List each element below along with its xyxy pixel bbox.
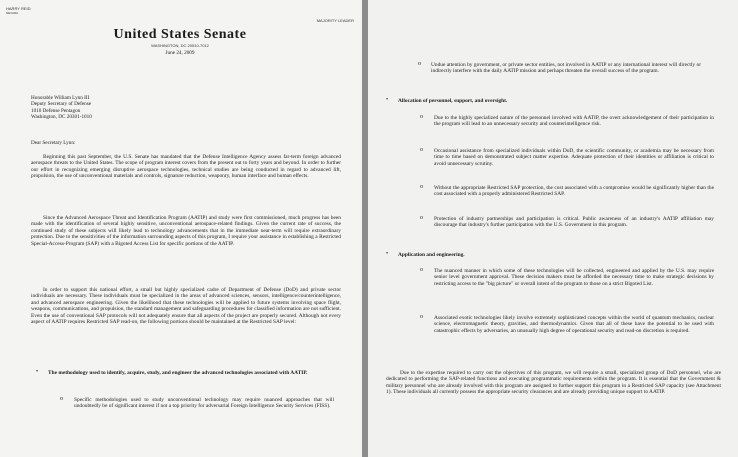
address-line: WASHINGTON, DC 20510-7012 — [151, 43, 209, 48]
application-item: Associated exotic technologies likely involve extremely sophisticated concepts within the world of quantum mechanics, nuclear science, electromagnetic theory, gravities, and thermodynamics. Given that all of these have the potential to be used with catastrophic effects by adversaries, an unusually high degree of operational security and read-on discretion is required. — [434, 315, 714, 334]
sender-name: HARRY REID — [6, 6, 31, 11]
letter-date: June 24, 2009 — [165, 50, 195, 56]
paragraph-3: In order to support this national effort, a small but highly specialized cadre of Department of Defense (DoD) and private sector individuals are necessary. These individuals must be specialized in the areas of advanced sciences, sensors, intelligence/counterintelligence, and advanced aerospace engineering. Given the likelihood that these technologies will be applied to future systems involving space flight, weapons, communications, and propulsion, the standard management and safeguarding procedures for classified information are not sufficient. Even the use of conventional SAP protocols will not adequately ensure that all aspects of the project are properly secured. Although not every aspect of AATIP requires Restricted SAP read-on, the following portions should be maintained at the Restricted SAP level: — [31, 287, 341, 326]
bullet-dot: o — [60, 396, 63, 402]
sub-bullet: Specific methodologies used to study unconventional technology may require nuanced approaches that will undoubtedly be of significant interest if not a top priority for adversarial Foreign Intelligence Security Services (FISS). — [74, 397, 334, 410]
recipient-line: 1010 Defense Pentagon — [31, 107, 81, 114]
allocation-item: Without the appropriate Restricted SAP protection, the cost associated with a compromise would be significantly higher than the cost associated with a properly administered Restricted SAP. — [434, 185, 714, 198]
allocation-item: Protection of industry partnerships and participation is critical. Public awareness of an industry's AATIP affiliation may discourage that industry's further participation with the U.S. Government in this program. — [434, 216, 714, 229]
bullet-dot: o — [420, 267, 423, 273]
letter-page-1 — [0, 0, 362, 457]
bullet-heading: The methodology used to identify, acquire, study, and engineer the advanced technologies associated with AATIP. — [48, 370, 308, 376]
bullet-dot: o — [420, 147, 423, 153]
closing-paragraph: Due to the expertise required to carry out the objectives of this program, we will require a small, specialized group of DoD personnel, who are dedicated to performing the SAP-related functions and executing programmatic requirements within the program. It is essential that the Government & military personnel who are already involved with this program are assigned to further support this program in a Restricted SAP capacity (see Attachment 1). These individuals all currently possess the appropriate security clearances and are already providing unique support to AATIP. — [386, 370, 721, 396]
section-heading-allocation: Allocation of personnel, support, and oversight. — [398, 98, 508, 104]
bullet-dot: o — [420, 215, 423, 221]
bullet-dot: • — [36, 369, 39, 375]
bullet-dot: o — [420, 314, 423, 320]
top-bullet: Undue attention by government, or private sector entities, not involved in AATIP or any international interest will directly or indirectly interfere with the daily AATIP mission and perhaps threaten the overall success of the program. — [431, 62, 701, 75]
recipient-line: Washington, DC 20301-1010 — [31, 113, 92, 120]
office-title: MAJORITY LEADER — [316, 18, 354, 23]
salutation: Dear Secretary Lynn: — [31, 140, 76, 146]
recipient-line: Deputy Secretary of Defense — [31, 101, 92, 108]
allocation-item: Occasional assistance from specialized individuals within DoD, the scientific community, or academia may be necessary from time to time based on demonstrated subject matter expertise. Adequate protection of their identities or affiliation is critical to avoid unnecessary scrutiny. — [434, 148, 714, 167]
bullet-dot: • — [386, 251, 389, 257]
recipient-line: Honorable William Lynn III — [31, 95, 90, 101]
bullet-dot: o — [420, 184, 423, 190]
paragraph-2: Since the Advanced Aerospace Threat and Identification Program (AATIP) and study were first commissioned, much progress has been made with the identification of several highly sensitive, unconventional aerospace-related findings. Given the current rate of success, the continued study of these subjects will likely lead to technology advancements that in the immediate near-term will require extraordinary protection. Due to the sensitivities of the information surrounding aspects of this program, I require your assistance in establishing a Restricted Special-Access-Program (SAP) with a Bigoted Access List for specific portions of the AATIP. — [31, 215, 341, 247]
letter-page-2 — [368, 0, 738, 457]
bullet-dot: o — [420, 114, 423, 120]
letterhead-sender — [6, 6, 46, 16]
recipient-block — [31, 95, 231, 120]
senate-title: United States Senate — [113, 27, 247, 42]
section-heading-application: Application and engineering. — [398, 252, 465, 258]
paragraph-1: Beginning this past September, the U.S. Senate has mandated that the Defense Intelligence Agency assess far-term foreign advanced aerospace threats to the United States. The scope of program interest covers from the present out to forty years and beyond. In order to further our effort in recognizing emerging disruptive aerospace technologies, technical studies are being conducted in regard to advanced lift, propulsion, the use of unconventional materials and controls, signature reduction, weaponry, human interface and human effects. — [31, 154, 341, 180]
bullet-dot: o — [418, 61, 421, 67]
application-item: The nuanced manner in which some of these technologies will be collected, engineered and applied by the U.S. may require senior level government approval. These decision makers must be afforded the necessary time to make strategic decisions by restricting access to the "big picture" or overall intent of the program to those on a strict Bigoted List. — [434, 268, 714, 287]
allocation-item: Due to the highly specialized nature of the personnel involved with AATIP, the overt acknowledgement of their participation in the program will lead to an unnecessary security and counterintelligence risk. — [434, 115, 714, 128]
sender-state: NEVADA — [6, 11, 19, 15]
bullet-dot: • — [386, 97, 389, 103]
